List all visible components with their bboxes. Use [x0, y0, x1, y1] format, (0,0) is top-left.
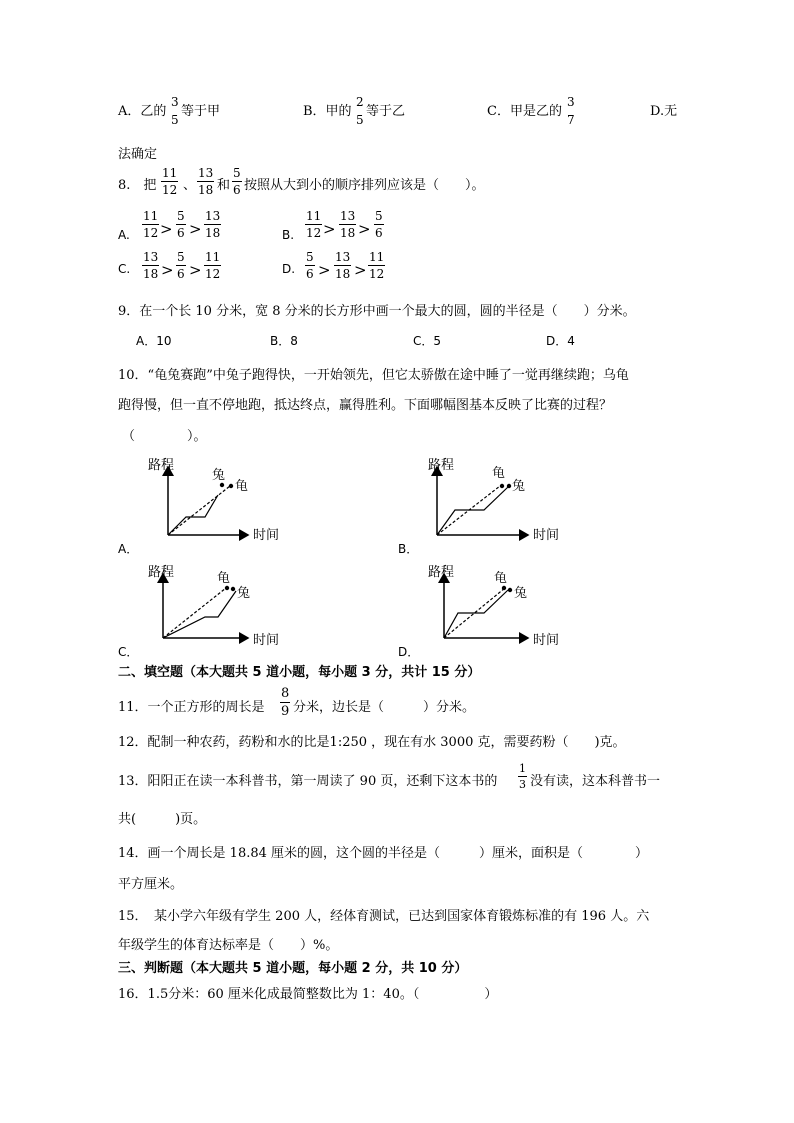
- q10-graph-c-letter: C．: [118, 645, 139, 659]
- q8-c-frac-3: $\frac{11}{12}$: [205, 250, 221, 281]
- q8-a-frac-2: $\frac{5}{6}$: [177, 209, 185, 240]
- bottom-label: 兔: [514, 586, 528, 601]
- q8-d-gt-2: >: [354, 261, 367, 279]
- q9-option-b: B．8: [270, 334, 298, 348]
- q9-text: 9．在一个长 10 分米，宽 8 分米的长方形中画一个最大的圆，圆的半径是（ ）分米。: [118, 304, 636, 319]
- q8-a-gt-1: >: [160, 220, 173, 238]
- q7-a-tail: 等于甲: [181, 104, 221, 119]
- q11-fraction: $\frac{8}{9}$: [281, 686, 290, 719]
- section-3-title: 三、判断题（本大题共 5 道小题，每小题 2 分，共 10 分）: [118, 961, 468, 976]
- q11-pre: 11．一个正方形的周长是: [118, 700, 265, 715]
- end-dot-2: [231, 587, 235, 591]
- q10-line-1: 10．“龟兔赛跑”中兔子跑得快，一开始领先，但它太骄傲在途中睡了一觉再继续跑；乌龟: [118, 368, 629, 383]
- bottom-label: 兔: [237, 586, 251, 601]
- top-label: 龟: [492, 466, 506, 481]
- q8-a-frac-1: $\frac{11}{12}$: [143, 209, 159, 240]
- q8-d-letter: D.: [282, 262, 296, 276]
- y-axis-label: 路程: [428, 565, 455, 580]
- x-axis-label: 时间: [533, 528, 560, 543]
- tortoise-line: [163, 588, 226, 638]
- q10-graph-a: [118, 455, 298, 555]
- q8-b-letter: B.: [282, 228, 295, 242]
- q10-blank: （ ）。: [122, 429, 207, 444]
- q9-option-d: D．4: [546, 334, 575, 348]
- q8-d-gt-1: >: [318, 261, 331, 279]
- q8-c-gt-1: >: [161, 261, 174, 279]
- end-dot-2: [507, 484, 511, 488]
- q13-line-2: 共( )页。: [118, 812, 207, 827]
- q14-line-2: 平方厘米。: [118, 877, 184, 892]
- q7-c-fraction: 3 7: [567, 95, 575, 127]
- q15-line-2: 年级学生的体育达标率是（ ）%。: [118, 938, 339, 953]
- q7-a-fraction: 3 5: [171, 95, 179, 127]
- y-axis-label: 路程: [148, 565, 175, 580]
- q8-d-frac-3: $\frac{11}{12}$: [369, 250, 385, 281]
- rabbit-line: [437, 487, 508, 535]
- q8-sep-1: 、: [183, 178, 197, 193]
- end-dot-2: [508, 588, 512, 592]
- top-label: 龟: [217, 571, 231, 586]
- q15-line-1: 15． 某小学六年级有学生 200 人，经体育测试，已达到国家体育锻炼标准的有 196 人。六: [118, 909, 650, 924]
- q8-c-gt-2: >: [189, 261, 202, 279]
- q13-post: 没有读，这本科普书一: [530, 774, 661, 789]
- q8-b-gt-2: >: [358, 220, 371, 238]
- end-dot-1: [220, 483, 224, 487]
- end-dot-2: [229, 484, 233, 488]
- q10-graph-d: [398, 560, 578, 660]
- q8-c-frac-2: $\frac{5}{6}$: [177, 250, 185, 281]
- q7-d-wrap: 法确定: [118, 147, 158, 162]
- q7-c-label: C．甲是乙的: [487, 104, 562, 119]
- bottom-label: 兔: [512, 479, 526, 494]
- x-axis-label: 时间: [533, 633, 560, 648]
- q10-graph-a-letter: A．: [118, 542, 139, 556]
- q7-b-fraction: 2 5: [356, 95, 364, 127]
- x-axis-label: 时间: [253, 528, 280, 543]
- q8-b-frac-1: $\frac{11}{12}$: [306, 209, 322, 240]
- q8-fraction-2: $\frac{13}{18}$: [198, 166, 214, 197]
- q10-line-2: 跑得慢，但一直不停地跑，抵达终点，赢得胜利。下面哪幅图基本反映了比赛的过程？: [118, 398, 613, 413]
- bottom-label: 龟: [235, 479, 249, 494]
- section-2-title: 二、填空题（本大题共 5 道小题，每小题 3 分，共计 15 分）: [118, 665, 481, 680]
- q7-b-tail: 等于乙: [366, 104, 406, 119]
- q8-fraction-3: $\frac{5}{6}$: [233, 166, 241, 197]
- q7-a-label: A．乙的: [118, 104, 167, 119]
- q10-graph-c: [118, 560, 298, 660]
- q13-fraction: $\frac{1}{3}$: [519, 762, 526, 791]
- q7-d-label: D.无: [650, 104, 678, 119]
- end-dot-1: [502, 586, 506, 590]
- q13-pre: 13．阳阳正在读一本科普书，第一周读了 90 页，还剩下这本书的: [118, 774, 498, 789]
- q11-post: 分米，边长是（ ）分米。: [293, 700, 476, 715]
- q8-a-letter: A.: [118, 228, 130, 242]
- q8-a-gt-2: >: [189, 220, 202, 238]
- q14-line-1: 14．画一个周长是 18.84 厘米的圆，这个圆的半径是（ ）厘米，面积是（ ）: [118, 846, 649, 861]
- q16-text: 16．1.5分米：60 厘米化成最简整数比为 1：40。（ ）: [118, 987, 498, 1002]
- q8-fraction-1: $\frac{11}{12}$: [162, 166, 178, 197]
- q8-d-frac-1: $\frac{5}{6}$: [306, 250, 314, 281]
- q12-text: 12．配制一种农药，药粉和水的比是1:250 ，现在有水 3000 克，需要药粉（ )克。: [118, 735, 626, 750]
- x-axis-label: 时间: [253, 633, 280, 648]
- end-dot-1: [500, 484, 504, 488]
- q9-option-a: A．10: [136, 334, 172, 348]
- y-axis-label: 路程: [148, 458, 175, 473]
- tortoise-line: [168, 486, 230, 535]
- q8-sep-2: 和: [217, 178, 231, 193]
- q10-graph-b-letter: B．: [398, 542, 419, 556]
- q8-c-frac-1: $\frac{13}{18}$: [143, 250, 159, 281]
- q8-prefix: 8. 把: [118, 178, 157, 193]
- q7-b-label: B．甲的: [303, 104, 352, 119]
- q8-d-frac-2: $\frac{13}{18}$: [335, 250, 351, 281]
- q8-c-letter: C.: [118, 262, 131, 276]
- q9-option-c: C．5: [413, 334, 442, 348]
- q8-a-frac-3: $\frac{13}{18}$: [205, 209, 221, 240]
- q8-b-gt-1: >: [323, 220, 336, 238]
- rabbit-line: [163, 591, 236, 638]
- q8-tail: 按照从大到小的顺序排列应该是（ ）。: [244, 178, 485, 193]
- y-axis-label: 路程: [428, 458, 455, 473]
- top-label: 龟: [494, 571, 508, 586]
- q8-b-frac-2: $\frac{13}{18}$: [340, 209, 356, 240]
- q10-graph-d-letter: D．: [398, 645, 420, 659]
- end-dot-1: [225, 586, 229, 590]
- q8-b-frac-3: $\frac{5}{6}$: [375, 209, 383, 240]
- q10-graph-b: [398, 455, 578, 555]
- top-label: 兔: [212, 468, 226, 483]
